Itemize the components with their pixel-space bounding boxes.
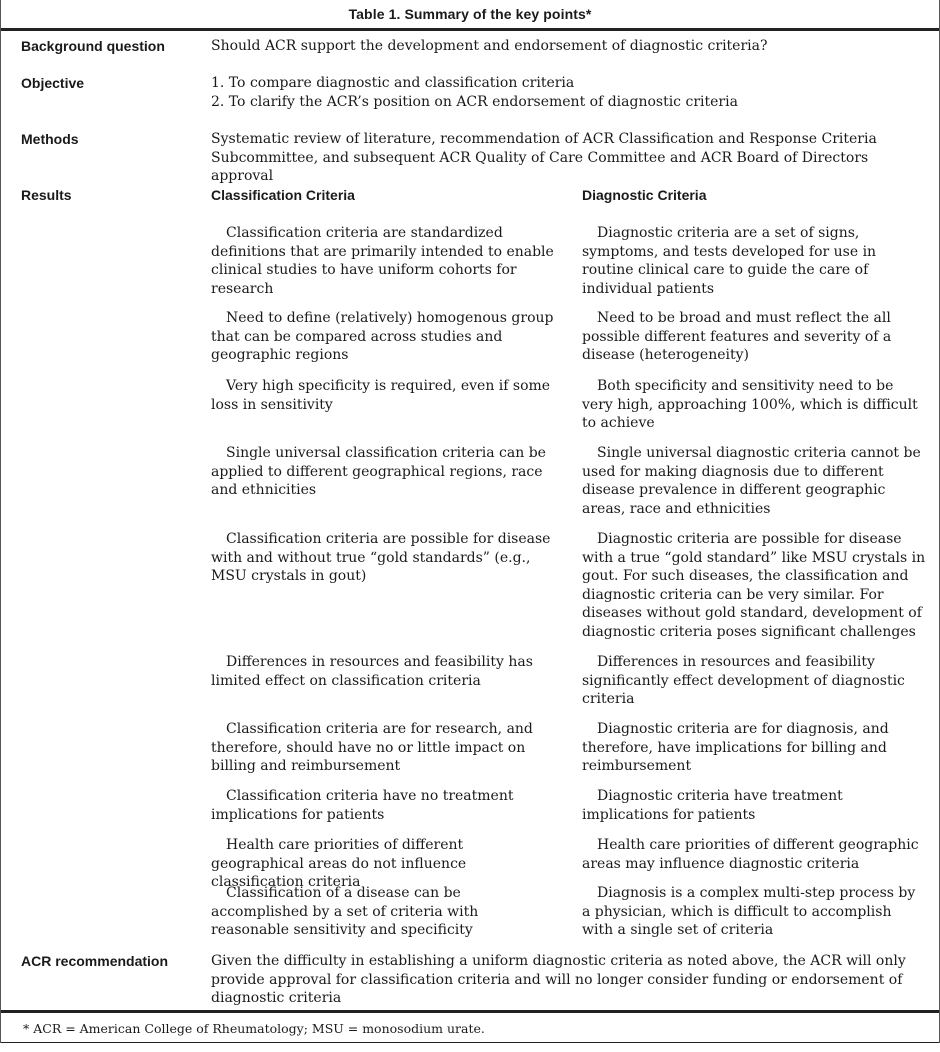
bottom-rule xyxy=(1,1010,939,1013)
footnote-rule xyxy=(1,1042,939,1043)
diagnostic-point: Diagnosis is a complex multi-step process by a physician, which is difficult to accomplish with a single set of criteria xyxy=(582,885,916,939)
classification-point: Differences in resources and feasibility has limited effect on classification criteria xyxy=(211,654,533,689)
diagnostic-point: Diagnostic criteria are a set of signs, symptoms, and tests developed for use in routine clinical care to guide the care of individual patients xyxy=(582,225,877,297)
top-rule xyxy=(1,28,939,31)
diagnostic-point: Need to be broad and must reflect the all possible different features and severity of a disease (heterogeneity) xyxy=(582,310,892,364)
row-label-results: Results xyxy=(21,187,72,203)
diagnostic-point: Diagnostic criteria have treatment implications for patients xyxy=(582,788,843,823)
classification-point: Need to define (relatively) homogenous group that can be compared across studies and geographic regions xyxy=(211,310,554,364)
column-header-diagnostic: Diagnostic Criteria xyxy=(582,187,707,203)
table-caption: Table 1. Summary of the key points* xyxy=(348,6,592,22)
classification-point: Classification of a disease can be accomplished by a set of criteria with reasonable sensitivity and specificity xyxy=(211,885,479,939)
objective-line-2: 2. To clarify the ACR’s position on ACR endorsement of diagnostic criteria xyxy=(211,94,738,110)
diagnostic-point: Diagnostic criteria are possible for disease with a true “gold standard” like MSU crystals in gout. For such diseases, the classification and diagnostic criteria can be very similar. For diseases without gold standard, development of diagnostic criteria poses significant challenges xyxy=(582,531,926,640)
diagnostic-point: Diagnostic criteria are for diagnosis, and therefore, have implications for billing and reimbursement xyxy=(582,721,889,775)
table-footnote: * ACR = American College of Rheumatology; MSU = monosodium urate. xyxy=(23,1021,485,1036)
diagnostic-point: Both specificity and sensitivity need to be very high, approaching 100%, which is difficult to achieve xyxy=(582,378,918,432)
column-header-classification: Classification Criteria xyxy=(211,187,355,203)
classification-point: Single universal classification criteria can be applied to different geographical regions, race and ethnicities xyxy=(211,445,546,499)
classification-point: Classification criteria are for research, and therefore, should have no or little impact on billing and reimbursement xyxy=(211,721,533,775)
row-label-methods: Methods xyxy=(21,131,79,147)
diagnostic-point: Single universal diagnostic criteria cannot be used for making diagnosis due to different disease prevalence in different geographic areas, race and ethnicities xyxy=(582,445,921,517)
classification-point: Health care priorities of different geographical areas do not influence classification criteria xyxy=(211,837,467,891)
background-text: Should ACR support the development and endorsement of diagnostic criteria? xyxy=(211,38,768,54)
diagnostic-point: Health care priorities of different geographic areas may influence diagnostic criteria xyxy=(582,837,919,872)
row-label-recommendation: ACR recommendation xyxy=(21,953,169,969)
classification-point: Classification criteria are possible for disease with and without true “gold standards” (e.g., MSU crystals in gout) xyxy=(211,531,551,585)
objective-line-1: 1. To compare diagnostic and classification criteria xyxy=(211,75,575,91)
diagnostic-point: Differences in resources and feasibility significantly effect development of diagnostic criteria xyxy=(582,654,905,708)
classification-point: Classification criteria are standardized definitions that are primarily intended to enable clinical studies to have uniform cohorts for research xyxy=(211,225,554,297)
classification-point: Classification criteria have no treatment implications for patients xyxy=(211,788,514,823)
row-label-background: Background question xyxy=(21,38,165,54)
classification-point: Very high specificity is required, even if some loss in sensitivity xyxy=(211,378,551,413)
recommendation-text: Given the difficulty in establishing a uniform diagnostic criteria as noted above, the ACR will only provide approval for classification criteria and will no longer consider funding or endorsement of diagnostic criteria xyxy=(211,953,906,1007)
row-label-objective: Objective xyxy=(21,75,85,91)
methods-text: Systematic review of literature, recommendation of ACR Classification and Response Criteria Subcommittee, and subsequent ACR Quality of Care Committee and ACR Board of Directors approval xyxy=(211,131,877,185)
